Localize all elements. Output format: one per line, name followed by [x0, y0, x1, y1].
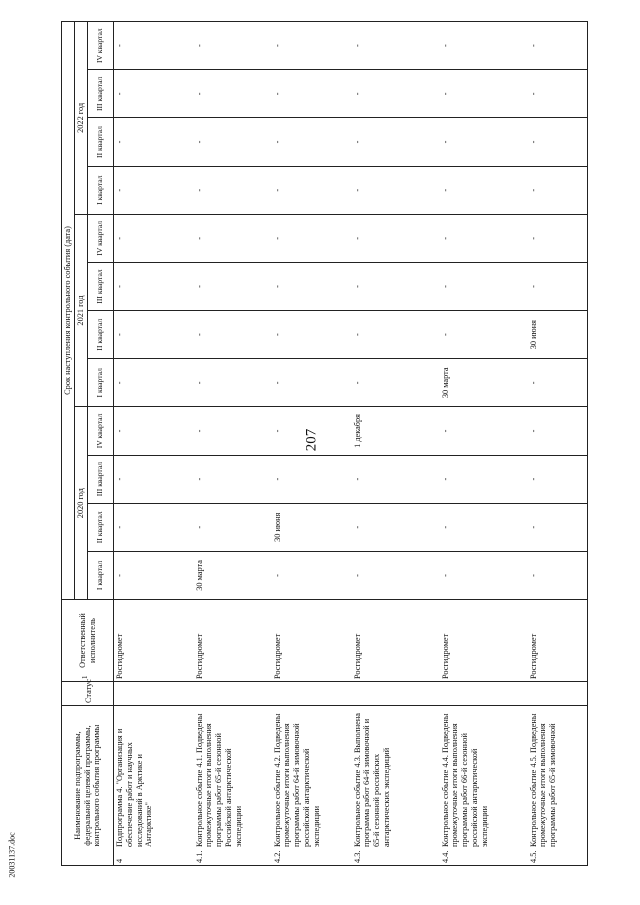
table-row: [114, 22, 194, 866]
row-status: [272, 682, 352, 706]
row-status: [440, 682, 528, 706]
date-cell: -: [114, 166, 194, 214]
date-cell: -: [114, 22, 194, 70]
date-cell: -: [352, 455, 440, 503]
date-cell: -: [114, 262, 194, 310]
row-name: Контрольное событие 4.4. Подведены промежуточные итоги выполнения программы работ 66-й сезонной российской антарктической экспедиции: [440, 713, 489, 847]
date-cell: -: [440, 407, 528, 455]
row-responsible: Росгидромет: [528, 600, 588, 682]
date-cell: -: [194, 70, 272, 118]
header-name: Наименование подпрограммы, федеральной целевой программы, контрольного события программы: [62, 706, 114, 866]
row-status: [194, 682, 272, 706]
date-cell: -: [528, 166, 588, 214]
row-name-cell: [272, 706, 352, 866]
header-year-2021: 2021 год: [75, 214, 88, 407]
row-number: 4: [115, 858, 124, 863]
date-cell: -: [272, 262, 352, 310]
table-row: [194, 22, 272, 866]
date-cell: 30 марта: [440, 359, 528, 407]
date-cell: -: [194, 359, 272, 407]
date-cell: -: [272, 551, 352, 599]
date-cell: -: [528, 551, 588, 599]
date-cell: -: [528, 262, 588, 310]
header-responsible: Ответственный исполнитель: [62, 600, 114, 682]
date-cell: -: [194, 407, 272, 455]
header-quarter: IV квартал: [88, 22, 114, 70]
row-name-cell: [194, 706, 272, 866]
date-cell: -: [528, 22, 588, 70]
date-cell: -: [528, 214, 588, 262]
row-responsible: Росгидромет: [352, 600, 440, 682]
page-number: 207: [303, 428, 320, 452]
date-cell: -: [114, 503, 194, 551]
date-cell: -: [272, 214, 352, 262]
date-cell: -: [272, 118, 352, 166]
date-cell: -: [528, 407, 588, 455]
date-cell: -: [272, 407, 352, 455]
row-name-cell: [528, 706, 588, 866]
table-row: [440, 22, 528, 866]
date-cell: -: [528, 359, 588, 407]
date-cell: -: [352, 311, 440, 359]
date-cell: -: [114, 407, 194, 455]
date-cell: -: [528, 503, 588, 551]
header-year-2020: 2020 год: [75, 407, 88, 600]
date-cell: -: [352, 503, 440, 551]
date-cell: -: [440, 166, 528, 214]
date-cell: -: [440, 455, 528, 503]
date-cell: -: [352, 118, 440, 166]
date-cell: -: [194, 214, 272, 262]
date-cell: -: [114, 359, 194, 407]
date-cell: -: [114, 118, 194, 166]
date-cell: -: [352, 70, 440, 118]
date-cell: -: [272, 359, 352, 407]
date-cell: -: [194, 166, 272, 214]
header-quarter: IV квартал: [88, 214, 114, 262]
header-quarter: IV квартал: [88, 407, 114, 455]
header-quarter: II квартал: [88, 118, 114, 166]
date-cell: -: [272, 166, 352, 214]
table-row: [528, 22, 588, 866]
row-name: Контрольное событие 4.2. Подведены промежуточные итоги выполнения программы работ 64-й зимовочной российской антарктической экспедиции: [272, 713, 321, 847]
date-cell: -: [352, 22, 440, 70]
date-cell: -: [528, 455, 588, 503]
date-cell: -: [352, 214, 440, 262]
row-number: 4.4.: [440, 850, 450, 863]
rotated-table-wrapper: [61, 21, 583, 866]
date-cell: -: [440, 262, 528, 310]
date-cell: -: [528, 70, 588, 118]
row-status: [528, 682, 588, 706]
header-quarter: III квартал: [88, 455, 114, 503]
row-status: [352, 682, 440, 706]
row-number: 4.2.: [272, 850, 282, 863]
date-cell: -: [194, 118, 272, 166]
row-name: Подпрограмма 4. "Организация и обеспечение работ и научных исследований в Арктике и Антарктике": [115, 728, 154, 847]
table-row: [272, 22, 352, 866]
date-cell: -: [194, 503, 272, 551]
row-responsible: Росгидромет: [114, 600, 194, 682]
date-cell: -: [272, 70, 352, 118]
row-name: Контрольное событие 4.5. Подведены промежуточные итоги выполнения программы работ 65-й зимовочной: [528, 713, 558, 847]
date-cell: -: [352, 166, 440, 214]
footer-doc-name: 20031137.doc: [7, 832, 17, 878]
row-name-cell: [114, 706, 194, 866]
row-name-cell: [352, 706, 440, 866]
header-year-2022: 2022 год: [75, 22, 88, 215]
date-cell: -: [352, 262, 440, 310]
header-period: Срок наступления контрольного события (дата): [62, 22, 75, 600]
row-responsible: Росгидромет: [194, 600, 272, 682]
date-cell: -: [440, 551, 528, 599]
date-cell: -: [440, 311, 528, 359]
date-cell: -: [194, 455, 272, 503]
date-cell: -: [352, 359, 440, 407]
date-cell: -: [272, 311, 352, 359]
row-responsible: Росгидромет: [440, 600, 528, 682]
date-cell: -: [114, 551, 194, 599]
header-quarter: II квартал: [88, 311, 114, 359]
row-status: [114, 682, 194, 706]
row-responsible: Росгидромет: [272, 600, 352, 682]
header-quarter: II квартал: [88, 503, 114, 551]
header-quarter: I квартал: [88, 551, 114, 599]
row-name-cell: [440, 706, 528, 866]
date-cell: -: [194, 22, 272, 70]
date-cell: -: [272, 455, 352, 503]
header-status: Статус$^1$: [62, 682, 114, 706]
date-cell: -: [440, 22, 528, 70]
row-number: 4.1.: [194, 850, 204, 863]
date-cell: -: [440, 503, 528, 551]
date-cell: -: [194, 311, 272, 359]
row-name: Контрольное событие 4.3. Выполнена программа работ 64-й зимовочной и 65-й сезонной российских антарктических экспедиций: [352, 713, 391, 847]
header-quarter: I квартал: [88, 359, 114, 407]
header-quarter: III квартал: [88, 262, 114, 310]
table-row: [352, 22, 440, 866]
row-number: 4.3.: [352, 850, 362, 863]
date-cell: -: [114, 214, 194, 262]
row-name: Контрольное событие 4.1. Подведены промежуточные итоги выполнения программы работ 65-й сезонной Российской антарктической экспедиции: [194, 713, 243, 847]
date-cell: -: [440, 70, 528, 118]
date-cell: -: [440, 118, 528, 166]
header-quarter: I квартал: [88, 166, 114, 214]
date-cell: 30 июня: [528, 311, 588, 359]
date-cell: 30 июня: [272, 503, 352, 551]
header-quarter: III квартал: [88, 70, 114, 118]
control-events-table: [61, 21, 588, 866]
row-number: 4.5.: [528, 850, 538, 863]
date-cell: -: [114, 311, 194, 359]
date-cell: -: [114, 455, 194, 503]
date-cell: -: [114, 70, 194, 118]
date-cell: 1 декабря: [352, 407, 440, 455]
date-cell: -: [352, 551, 440, 599]
table-body: [114, 22, 588, 866]
date-cell: -: [528, 118, 588, 166]
date-cell: -: [440, 214, 528, 262]
date-cell: 30 марта: [194, 551, 272, 599]
date-cell: -: [194, 262, 272, 310]
date-cell: -: [272, 22, 352, 70]
